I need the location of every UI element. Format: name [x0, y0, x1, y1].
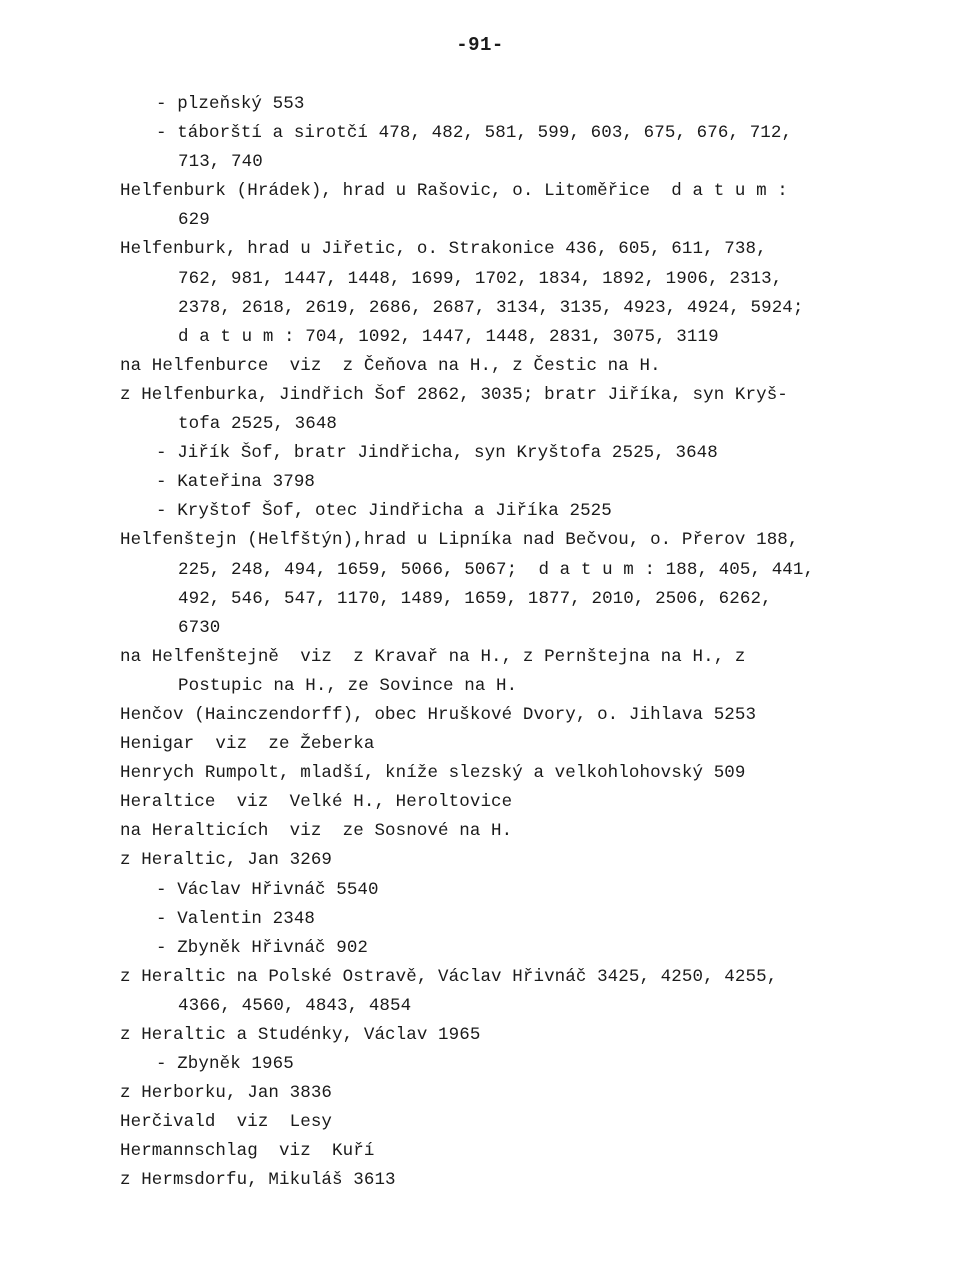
index-subentry-line: - Václav Hřivnáč 5540: [156, 879, 379, 900]
index-subentry-line: - Valentin 2348: [156, 908, 316, 929]
index-entry-line: Hermannschlag viz Kuří: [120, 1141, 375, 1162]
index-entry-line: Heraltice viz Velké H., Heroltovice: [120, 792, 513, 813]
index-subentry-line: - Zbyněk Hřivnáč 902: [156, 937, 369, 958]
index-entry-line: z Heraltic, Jan 3269: [120, 850, 333, 871]
index-entry-line: na Heralticích viz ze Sosnové na H.: [120, 821, 513, 842]
index-entry-line: Henrych Rumpolt, mladší, kníže slezský a velkohlohovský 509: [120, 763, 746, 784]
index-continuation-line: 6730: [178, 617, 221, 638]
index-entry-line: Helfenburk, hrad u Jiřetic, o. Strakonice 436, 605, 611, 738,: [120, 239, 767, 260]
index-subentry-line: - Kryštof Šof, otec Jindřicha a Jiříka 2525: [156, 501, 612, 522]
index-entry-line: z Heraltic a Studénky, Václav 1965: [120, 1025, 481, 1045]
index-continuation-line: d a t u m : 704, 1092, 1447, 1448, 2831, 3075, 3119: [178, 326, 719, 347]
index-entry-line: z Herborku, Jan 3836: [120, 1083, 333, 1104]
index-subentry-line: - táborští a sirotčí 478, 482, 581, 599, 603, 675, 676, 712,: [156, 123, 793, 144]
index-entry-line: na Helfenburce viz z Čeňova na H., z Čestic na H.: [120, 355, 661, 376]
page-number: -91-: [456, 34, 504, 56]
index-subentry-line: - Kateřina 3798: [156, 472, 316, 493]
index-continuation-line: 762, 981, 1447, 1448, 1699, 1702, 1834, 1892, 1906, 2313,: [178, 268, 783, 289]
index-subentry-line: - plzeňský 553: [156, 94, 305, 114]
index-continuation-line: Postupic na H., ze Sovince na H.: [178, 675, 518, 696]
index-entry-line: na Helfenštejně viz z Kravař na H., z Pernštejna na H., z: [120, 646, 746, 667]
index-entry-line: Henigar viz ze Žeberka: [120, 734, 375, 755]
index-continuation-line: 492, 546, 547, 1170, 1489, 1659, 1877, 2010, 2506, 6262,: [178, 588, 772, 609]
index-entry-line: z Helfenburka, Jindřich Šof 2862, 3035; bratr Jiříka, syn Kryš-: [120, 384, 788, 405]
index-continuation-line: 713, 740: [178, 152, 263, 173]
index-subentry-line: - Jiřík Šof, bratr Jindřicha, syn Kryštofa 2525, 3648: [156, 443, 718, 464]
index-continuation-line: tofa 2525, 3648: [178, 414, 338, 435]
index-continuation-line: 4366, 4560, 4843, 4854: [178, 995, 412, 1016]
index-continuation-line: 629: [178, 210, 210, 231]
index-entry-line: Helfenburk (Hrádek), hrad u Rašovic, o. Litoměřice d a t u m :: [120, 181, 788, 202]
index-entry-line: z Hermsdorfu, Mikuláš 3613: [120, 1170, 396, 1191]
index-continuation-line: 225, 248, 494, 1659, 5066, 5067; d a t u m : 188, 405, 441,: [178, 559, 815, 580]
index-entry-line: Helfenštejn (Helfštýn),hrad u Lipníka nad Bečvou, o. Přerov 188,: [120, 530, 799, 551]
index-entry-line: z Heraltic na Polské Ostravě, Václav Hřivnáč 3425, 4250, 4255,: [120, 966, 778, 987]
index-entries: [120, 90, 910, 1196]
index-entry-line: Herčivald viz Lesy: [120, 1112, 333, 1133]
index-subentry-line: - Zbyněk 1965: [156, 1054, 294, 1075]
index-entry-line: Henčov (Hainczendorff), obec Hruškové Dvory, o. Jihlava 5253: [120, 704, 757, 725]
index-continuation-line: 2378, 2618, 2619, 2686, 2687, 3134, 3135, 4923, 4924, 5924;: [178, 297, 804, 318]
